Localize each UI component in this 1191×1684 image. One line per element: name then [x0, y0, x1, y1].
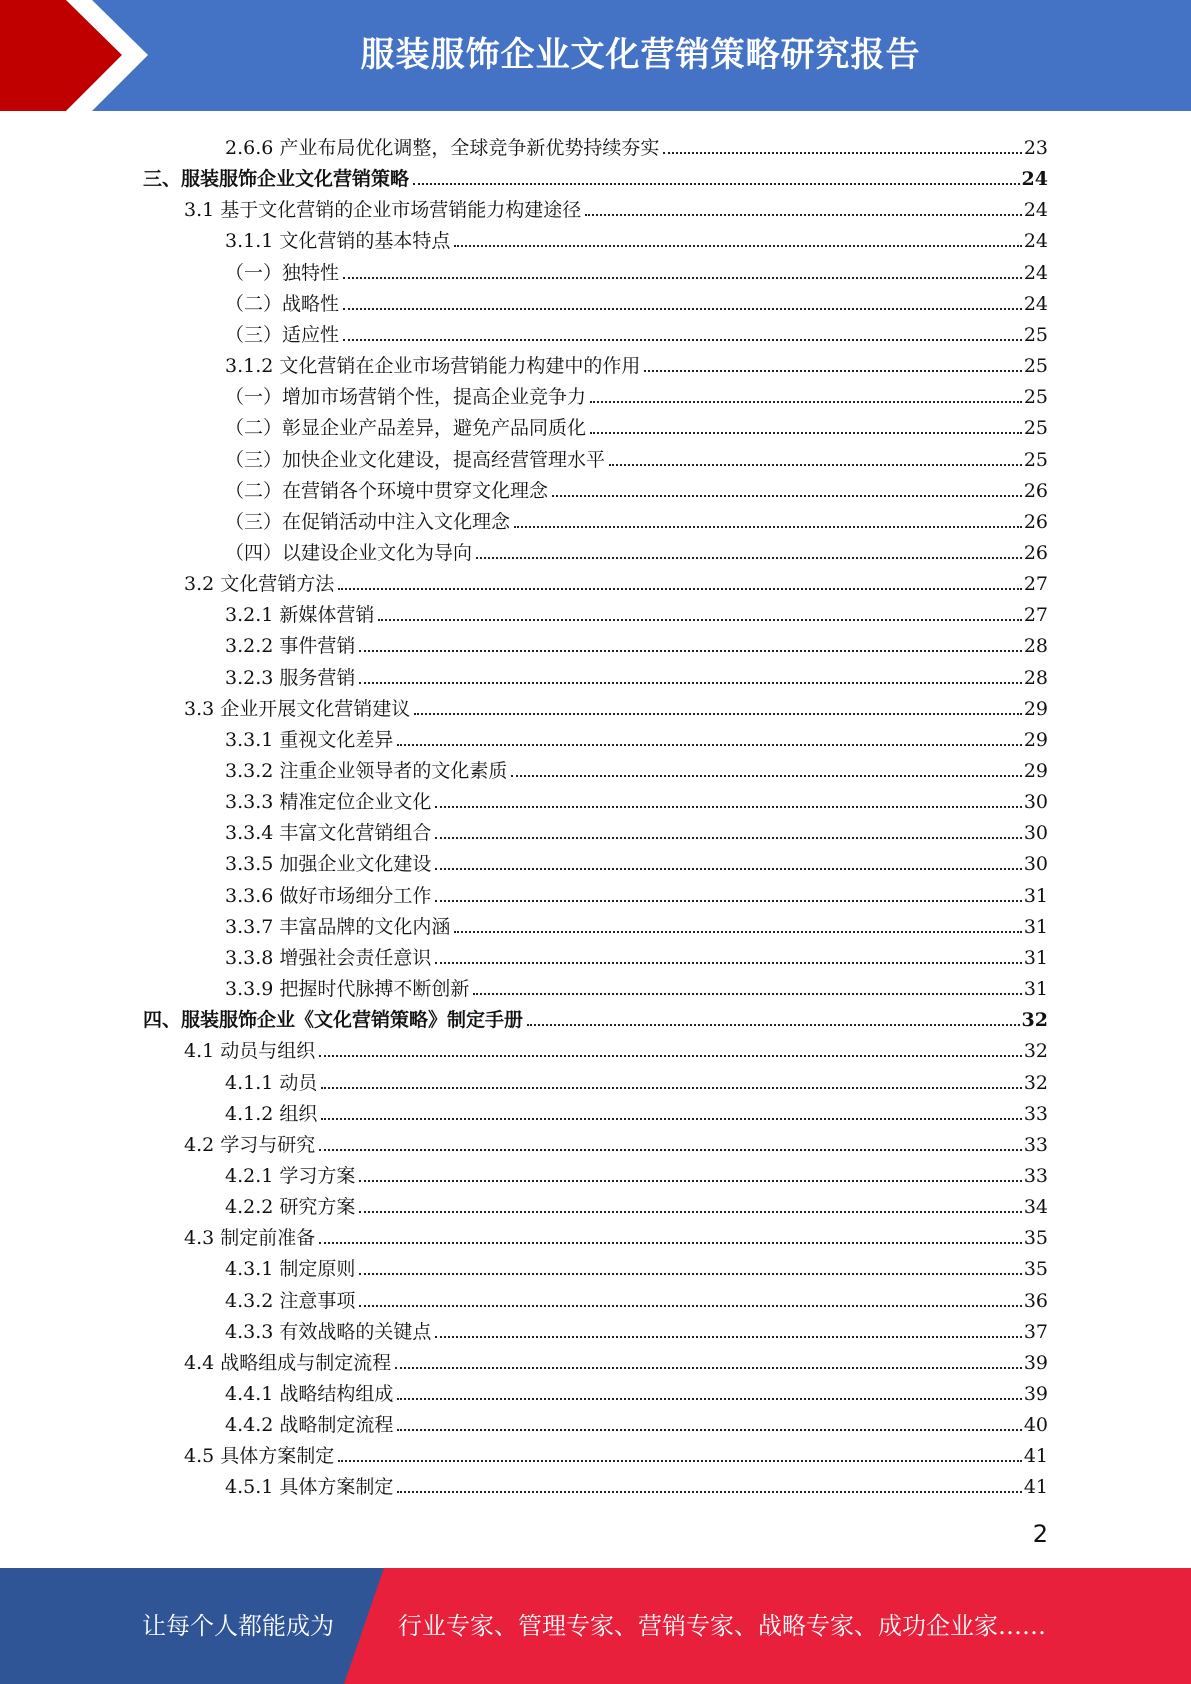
toc-entry[interactable] — [225, 315, 1048, 346]
document-title: 服装服饰企业文化营销策略研究报告 — [360, 35, 921, 75]
toc-entry[interactable] — [225, 1063, 1048, 1094]
toc-dot-leader — [476, 556, 1022, 559]
toc-entry-page: 30 — [1023, 853, 1048, 876]
toc-entry-page: 23 — [1023, 137, 1048, 159]
toc-dot-leader — [395, 1366, 1022, 1369]
toc-entry-title: （二）战略性 — [225, 292, 340, 315]
toc-entry-page: 26 — [1023, 510, 1048, 533]
toc-dot-leader — [359, 1179, 1021, 1182]
toc-dot-leader — [414, 712, 1022, 715]
toc-entry-page: 39 — [1023, 1351, 1048, 1374]
toc-entry-title: 4.4.2 战略制定流程 — [225, 1414, 394, 1437]
toc-dot-leader — [397, 1490, 1021, 1493]
toc-entry-title: 4.5 具体方案制定 — [184, 1445, 335, 1468]
toc-entry-title: 3.3.1 重视文化差异 — [225, 728, 394, 751]
toc-dot-leader — [319, 1241, 1022, 1244]
toc-dot-leader — [454, 930, 1021, 933]
toc-entry[interactable] — [225, 377, 1048, 408]
toc-entry[interactable] — [225, 128, 1048, 159]
toc-entry[interactable] — [225, 1094, 1048, 1125]
toc-entry[interactable] — [225, 658, 1048, 689]
toc-dot-leader — [454, 244, 1021, 247]
toc-entry-title: 2.6.6 产业布局优化调整，全球竞争新优势持续夯实 — [225, 137, 660, 159]
toc-entry-page: 32 — [1023, 1071, 1048, 1094]
toc-entry-title: 3.1.2 文化营销在企业市场营销能力构建中的作用 — [225, 355, 641, 378]
toc-dot-leader — [435, 805, 1021, 808]
toc-entry-page: 33 — [1023, 1164, 1048, 1187]
toc-dot-leader — [511, 774, 1021, 777]
toc-entry-title: 4.1.2 组织 — [225, 1102, 318, 1125]
toc-dot-leader — [359, 1304, 1021, 1307]
toc-entry-title: 四、服装服饰企业《文化营销策略》制定手册 — [143, 1009, 524, 1032]
toc-dot-leader — [319, 1148, 1022, 1151]
toc-entry-title: 3.3.7 丰富品牌的文化内涵 — [225, 915, 451, 938]
toc-entry-title: （一）增加市场营销个性，提高企业竞争力 — [225, 386, 587, 409]
page-footer — [0, 1568, 1191, 1684]
toc-dot-leader — [397, 1397, 1021, 1400]
toc-entry-page: 27 — [1023, 604, 1048, 627]
toc-entry-page: 32 — [1021, 1009, 1048, 1032]
toc-entry[interactable] — [225, 1467, 1048, 1498]
toc-entry-title: 4.3.3 有效战略的关键点 — [225, 1320, 432, 1343]
toc-entry-page: 30 — [1023, 791, 1048, 814]
toc-entry-page: 39 — [1023, 1383, 1048, 1405]
toc-entry-page: 25 — [1023, 386, 1048, 409]
toc-entry[interactable] — [225, 1281, 1048, 1312]
toc-entry[interactable] — [225, 751, 1048, 782]
toc-entry-page: 24 — [1023, 292, 1048, 315]
toc-entry-title: 4.1 动员与组织 — [184, 1040, 316, 1063]
page-number: 2 — [1032, 1520, 1048, 1548]
toc-entry-page: 25 — [1023, 448, 1048, 471]
toc-dot-leader — [378, 618, 1021, 621]
toc-dot-leader — [359, 1210, 1021, 1213]
toc-entry-title: 3.1.1 文化营销的基本特点 — [225, 230, 451, 253]
toc-entry-title: 3.1 基于文化营销的企业市场营销能力构建途径 — [184, 199, 582, 222]
toc-entry[interactable] — [225, 813, 1048, 844]
toc-dot-leader — [343, 338, 1022, 341]
toc-entry[interactable] — [184, 1125, 1048, 1156]
toc-entry-title: （四）以建设企业文化为导向 — [225, 541, 473, 564]
toc-entry-title: （三）适应性 — [225, 323, 340, 346]
toc-entry[interactable] — [225, 595, 1048, 626]
toc-entry-page: 25 — [1023, 417, 1048, 440]
toc-entry-title: 4.3 制定前准备 — [184, 1227, 316, 1250]
toc-entry-title: 4.4 战略组成与制定流程 — [184, 1351, 392, 1374]
toc-dot-leader — [435, 867, 1021, 870]
toc-entry[interactable] — [184, 1031, 1048, 1062]
toc-dot-leader — [359, 1272, 1021, 1275]
toc-entry[interactable] — [184, 190, 1048, 221]
toc-entry[interactable] — [225, 1405, 1048, 1436]
toc-entry[interactable] — [225, 844, 1048, 875]
toc-entry[interactable] — [225, 1374, 1048, 1405]
toc-entry-title: （二）彰显企业产品差异，避免产品同质化 — [225, 417, 587, 440]
toc-entry-title: 3.3.2 注重企业领导者的文化素质 — [225, 760, 508, 782]
toc-entry-page: 24 — [1021, 168, 1048, 191]
toc-entry[interactable] — [225, 533, 1048, 564]
footer-slogan-right: 行业专家、管理专家、营销专家、战略专家、成功企业家…… — [398, 1612, 1046, 1640]
toc-entry-page: 36 — [1023, 1289, 1048, 1312]
toc-dot-leader — [527, 1023, 1020, 1026]
toc-entry-title: 3.3.5 加强企业文化建设 — [225, 853, 432, 876]
toc-dot-leader — [338, 587, 1022, 590]
toc-entry[interactable] — [225, 782, 1048, 813]
toc-entry-page: 29 — [1023, 760, 1048, 782]
toc-entry-title: 3.3.3 精准定位企业文化 — [225, 791, 432, 814]
toc-entry[interactable] — [225, 471, 1048, 502]
toc-entry[interactable] — [143, 1000, 1048, 1031]
toc-dot-leader — [321, 1117, 1021, 1120]
toc-entry-page: 25 — [1023, 355, 1048, 378]
toc-entry-page: 41 — [1023, 1445, 1048, 1468]
toc-entry-page: 26 — [1023, 541, 1048, 564]
toc-entry-title: 3.3 企业开展文化营销建议 — [184, 697, 411, 720]
toc-entry-page: 35 — [1023, 1227, 1048, 1250]
toc-entry-page: 27 — [1023, 573, 1048, 596]
toc-dot-leader — [359, 649, 1021, 652]
toc-dot-leader — [514, 525, 1022, 528]
toc-entry[interactable] — [184, 1343, 1048, 1374]
toc-dot-leader — [321, 1086, 1021, 1089]
toc-entry-page: 28 — [1023, 666, 1048, 689]
toc-entry-page: 26 — [1023, 479, 1048, 502]
toc-entry-title: 4.4.1 战略结构组成 — [225, 1383, 394, 1405]
toc-entry-title: 4.2 学习与研究 — [184, 1133, 316, 1156]
toc-entry[interactable] — [184, 1218, 1048, 1249]
toc-entry-page: 33 — [1023, 1133, 1048, 1156]
toc-entry[interactable] — [225, 502, 1048, 533]
toc-entry-title: （一）独特性 — [225, 261, 340, 284]
toc-entry-title: 三、服装服饰企业文化营销策略 — [143, 168, 410, 191]
toc-dot-leader — [319, 1054, 1022, 1057]
toc-entry[interactable] — [143, 159, 1048, 190]
toc-entry-page: 34 — [1023, 1196, 1048, 1219]
toc-entry-title: 4.1.1 动员 — [225, 1071, 318, 1094]
toc-entry-title: 3.2.1 新媒体营销 — [225, 604, 375, 627]
toc-entry-page: 24 — [1023, 230, 1048, 253]
toc-dot-leader — [435, 1335, 1021, 1338]
toc-entry-title: （二）在营销各个环境中贯穿文化理念 — [225, 479, 549, 502]
toc-entry-title: 4.5.1 具体方案制定 — [225, 1476, 394, 1499]
toc-entry-title: （三）在促销活动中注入文化理念 — [225, 510, 511, 533]
toc-entry-page: 31 — [1023, 978, 1048, 1001]
toc-dot-leader — [397, 1428, 1021, 1431]
toc-dot-leader — [590, 400, 1022, 403]
toc-entry[interactable] — [225, 907, 1048, 938]
toc-entry-title: 3.2.2 事件营销 — [225, 635, 356, 658]
toc-entry-page: 32 — [1023, 1040, 1048, 1063]
toc-dot-leader — [343, 307, 1022, 310]
toc-dot-leader — [435, 899, 1021, 902]
toc-entry-page: 29 — [1023, 728, 1048, 751]
toc-dot-leader — [644, 369, 1021, 372]
toc-entry[interactable] — [184, 689, 1048, 720]
toc-entry-title: 3.3.8 增强社会责任意识 — [225, 946, 432, 969]
toc-entry[interactable] — [225, 876, 1048, 907]
toc-entry-title: 3.3.4 丰富文化营销组合 — [225, 822, 432, 845]
toc-entry[interactable] — [225, 720, 1048, 751]
toc-dot-leader — [585, 213, 1022, 216]
toc-entry[interactable] — [225, 626, 1048, 657]
toc-entry-page: 29 — [1023, 697, 1048, 720]
toc-dot-leader — [552, 494, 1022, 497]
toc-dot-leader — [359, 681, 1021, 684]
toc-entry-title: 4.2.1 学习方案 — [225, 1164, 356, 1187]
toc-entry-title: 4.3.1 制定原则 — [225, 1258, 356, 1281]
toc-entry[interactable] — [225, 408, 1048, 439]
toc-entry-page: 31 — [1023, 884, 1048, 907]
toc-dot-leader — [609, 463, 1022, 466]
toc-entry-title: 3.3.6 做好市场细分工作 — [225, 884, 432, 907]
toc-entry[interactable] — [225, 346, 1048, 377]
toc-dot-leader — [343, 276, 1022, 279]
toc-entry[interactable] — [184, 564, 1048, 595]
toc-dot-leader — [473, 992, 1021, 995]
toc-entry-page: 24 — [1023, 199, 1048, 222]
toc-dot-leader — [338, 1459, 1022, 1462]
toc-entry-page: 33 — [1023, 1102, 1048, 1125]
toc-dot-leader — [435, 961, 1021, 964]
toc-entry-title: 3.2.3 服务营销 — [225, 666, 356, 689]
toc-entry[interactable] — [225, 1312, 1048, 1343]
toc-entry-page: 41 — [1023, 1476, 1048, 1499]
toc-entry[interactable] — [225, 284, 1048, 315]
toc-entry[interactable] — [225, 969, 1048, 1000]
toc-entry-title: 4.3.2 注意事项 — [225, 1289, 356, 1312]
toc-entry[interactable] — [225, 440, 1048, 471]
toc-entry-title: 4.2.2 研究方案 — [225, 1196, 356, 1219]
toc-entry[interactable] — [225, 221, 1048, 252]
toc-entry-page: 40 — [1023, 1414, 1048, 1437]
toc-dot-leader — [663, 151, 1021, 154]
toc-entry-title: 3.2 文化营销方法 — [184, 573, 335, 596]
footer-slogan-left: 让每个人都能成为 — [142, 1612, 334, 1640]
toc-entry-title: （三）加快企业文化建设，提高经营管理水平 — [225, 448, 606, 471]
toc-entry-page: 28 — [1023, 635, 1048, 658]
toc-entry-page: 24 — [1023, 261, 1048, 284]
toc-dot-leader — [435, 836, 1021, 839]
toc-dot-leader — [397, 743, 1021, 746]
toc-entry[interactable] — [225, 1187, 1048, 1218]
toc-entry[interactable] — [225, 938, 1048, 969]
toc-entry-page: 31 — [1023, 915, 1048, 938]
toc-dot-leader — [590, 431, 1022, 434]
toc-entry[interactable] — [225, 1249, 1048, 1280]
toc-entry-page: 25 — [1023, 323, 1048, 346]
toc-entry-page: 30 — [1023, 822, 1048, 845]
toc-entry[interactable] — [225, 253, 1048, 284]
toc-entry[interactable] — [184, 1436, 1048, 1467]
toc-entry-page: 35 — [1023, 1258, 1048, 1281]
toc-entry-page: 37 — [1023, 1320, 1048, 1343]
toc-entry[interactable] — [225, 1156, 1048, 1187]
toc-entry-title: 3.3.9 把握时代脉搏不断创新 — [225, 978, 470, 1001]
page-header — [0, 0, 1191, 111]
toc-dot-leader — [413, 182, 1020, 185]
toc-entry-page: 31 — [1023, 946, 1048, 969]
